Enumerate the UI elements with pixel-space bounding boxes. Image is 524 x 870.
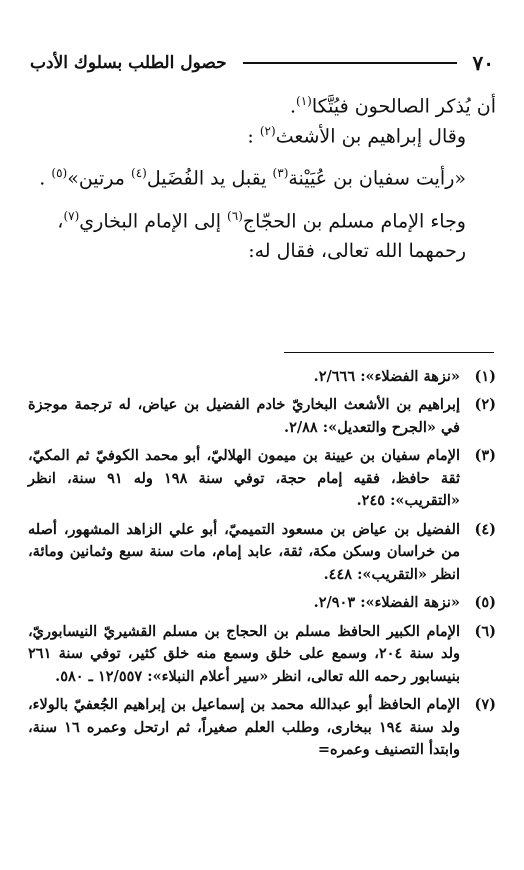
footnote-number: (١) [474, 368, 496, 385]
footnote-ref-4: (٤) [131, 165, 147, 180]
paragraph-3 [28, 207, 496, 266]
paragraph-quote [28, 164, 496, 194]
paragraph-2 [28, 122, 496, 152]
text-span: . [289, 95, 297, 118]
footnote-ref-1: (١) [296, 94, 312, 108]
text-span: : [247, 125, 254, 148]
footnote-text: «نزهة الفضلاء»: ٢/٩٠٣. [313, 594, 460, 612]
footnote-number: (٦) [474, 622, 496, 640]
paragraph-1 [28, 92, 496, 122]
footnote-text: الإمام الحافظ أبو عبدالله محمد بن إسماعيل بن إبراهيم الجُعفيّ بالولاء، ولد سنة ١٩٤ ببخارى، وطلب العلم صغيراً، ثم ارتحل وعمره ١٦ سنة، وابتدأ التصنيف وعمره= [28, 696, 460, 759]
footnote-text: الفضيل بن عياض بن مسعود التميميّ، أبو علي الزاهد المشهور، أصله من خراسان وسكن مكة، ثقة، عابد إمام، مات سنة سبع وثمانين ومائة، انظر «التقريب»: ٤٤٨. [28, 520, 460, 583]
text-span: «رأيت سفيان بن عُيَيْنة [288, 166, 466, 189]
text-span: . [39, 166, 46, 189]
text-span: مرتين» [67, 166, 132, 189]
footnotes [28, 366, 496, 768]
footnote-6 [28, 621, 496, 688]
footnote-text: الإمام سفيان بن عيينة بن ميمون الهلاليّ، أبو محمد الكوفيّ ثم المكيّ، ثقة حافظ، فقيه إمام حجة، توفي سنة ١٩٨ وله ٩١ سنة، انظر «التقريب»: ٢٤٥. [28, 447, 460, 510]
footnote-text: إبراهيم بن الأشعث البخاريّ خادم الفضيل بن عياض، له ترجمة موجزة في «الجرح والتعديل»: ٢/٨٨. [28, 396, 460, 436]
footnote-ref-2: (٢) [259, 123, 276, 138]
text-span: ، رحمهما الله تعالى، فقال له: [57, 210, 466, 263]
footnote-5 [28, 592, 496, 614]
footnote-2 [28, 394, 496, 439]
text-span: وقال إبراهيم بن الأشعث [275, 125, 466, 148]
page-header [30, 46, 494, 80]
footnote-ref-5: (٥) [51, 165, 68, 180]
footnote-text: «نزهة الفضلاء»: ٢/٦٦٦. [313, 368, 460, 385]
footnote-separator [284, 352, 494, 353]
footnote-ref-3: (٣) [272, 165, 289, 180]
footnote-number: (٥) [474, 594, 496, 612]
footnote-4 [28, 519, 496, 586]
main-text [28, 92, 496, 267]
footnote-number: (٧) [474, 696, 496, 714]
footnote-3 [28, 445, 496, 512]
footnote-number: (٢) [474, 396, 496, 414]
footnote-text: الإمام الكبير الحافظ مسلم بن الحجاج بن مسلم القشيريّ النيسابوريّ، ولد سنة ٢٠٤، وسمع على خلق وسمع منه خلق كثير، توفي سنة ٢٦١ بنيسابور رحمه الله تعالى، انظر «سير أعلام النبلاء»: ١٢/٥٥٧ ـ ٥٨٠. [28, 622, 460, 685]
footnote-ref-6: (٦) [227, 209, 243, 224]
header-rule [243, 62, 457, 64]
footnote-ref-7: (٧) [63, 209, 80, 224]
footnote-1 [28, 366, 496, 388]
page-number: ٧٠ [472, 51, 494, 75]
text-span: وجاء الإمام مسلم بن الحجّاج [242, 210, 466, 233]
text-span: أن يُذكر الصالحون فيُتَّكا [311, 95, 496, 118]
text-span: يقبل يد الفُضَيل [146, 166, 273, 189]
footnote-7 [28, 694, 496, 761]
footnote-number: (٤) [474, 520, 496, 538]
footnote-number: (٣) [474, 447, 496, 465]
text-span: إلى الإمام البخاري [79, 210, 228, 233]
running-title: حصول الطلب بسلوك الأدب [30, 53, 227, 73]
